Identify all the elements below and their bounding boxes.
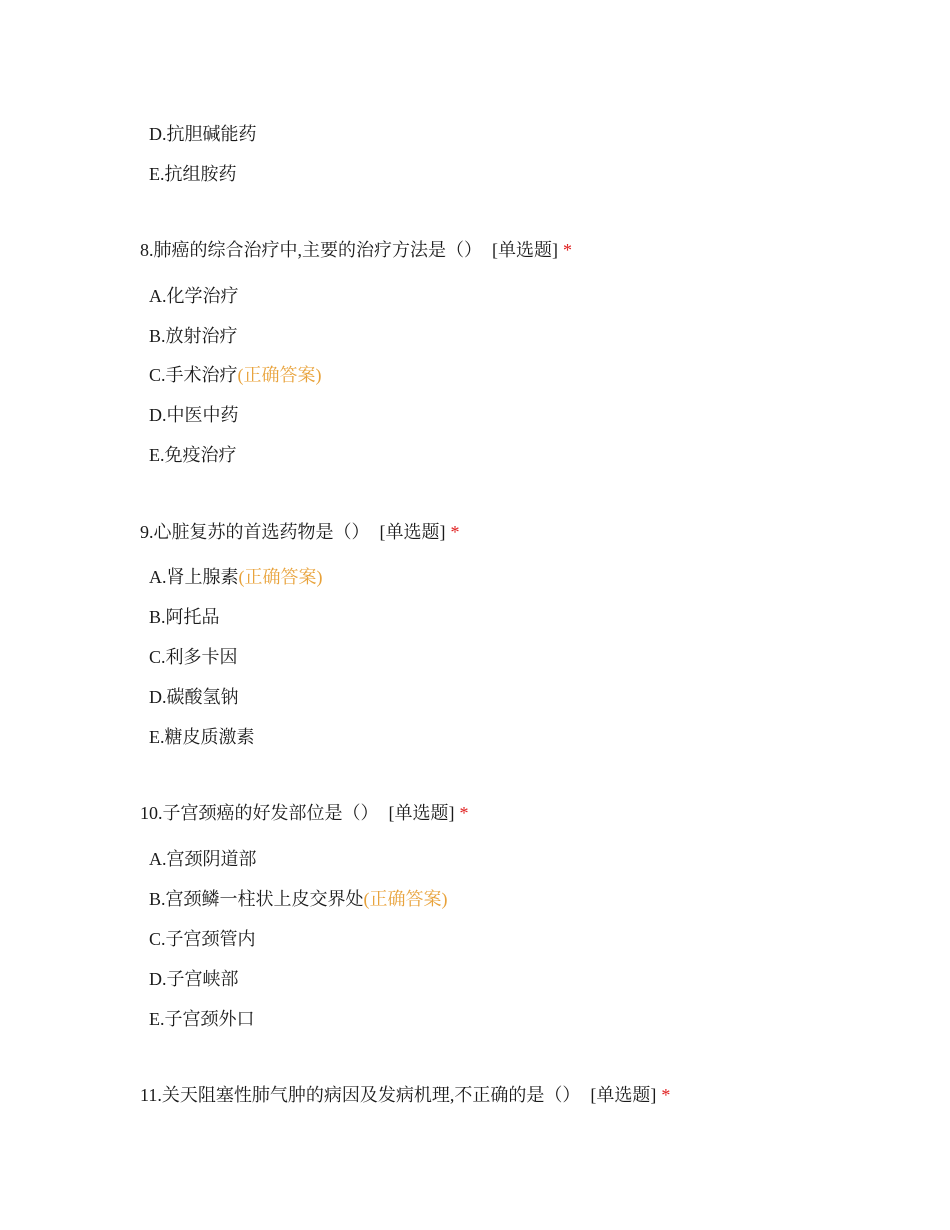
q8-option-e[interactable] xyxy=(149,444,237,466)
correct-answer-tag: (正确答案) xyxy=(363,889,448,909)
q10-option-e[interactable] xyxy=(149,1008,255,1030)
correct-answer-tag: (正确答案) xyxy=(237,365,322,385)
q10-option-a[interactable] xyxy=(149,848,257,870)
q7-option-e[interactable] xyxy=(149,163,237,185)
question-text: 10.子宫颈癌的好发部位是（） xyxy=(140,803,379,823)
required-mark: * xyxy=(563,240,572,260)
option-label: A.肾上腺素 xyxy=(149,567,239,587)
option-label: C.利多卡因 xyxy=(149,647,238,667)
question-type: [单选题] xyxy=(388,803,455,823)
q7-option-d[interactable] xyxy=(149,123,257,145)
q9-option-e[interactable] xyxy=(149,726,255,748)
question-10-title xyxy=(140,802,469,824)
option-label: B.放射治疗 xyxy=(149,326,238,346)
question-11-title xyxy=(140,1084,670,1106)
option-label: A.宫颈阴道部 xyxy=(149,849,257,869)
option-label: D.碳酸氢钠 xyxy=(149,687,239,707)
option-label: E.抗组胺药 xyxy=(149,164,237,184)
correct-answer-tag: (正确答案) xyxy=(238,567,323,587)
option-label: E.免疫治疗 xyxy=(149,445,237,465)
option-label: D.子宫峡部 xyxy=(149,969,239,989)
q8-option-a[interactable] xyxy=(149,285,239,307)
q9-option-d[interactable] xyxy=(149,686,239,708)
option-label: C.手术治疗 xyxy=(149,365,238,385)
q9-option-b[interactable] xyxy=(149,606,220,628)
question-text: 8.肺癌的综合治疗中,主要的治疗方法是（） xyxy=(140,240,482,260)
option-label: D.中医中药 xyxy=(149,405,239,425)
option-label: C.子宫颈管内 xyxy=(149,929,256,949)
question-8-title xyxy=(140,239,572,261)
option-label: D.抗胆碱能药 xyxy=(149,124,257,144)
required-mark: * xyxy=(459,803,469,823)
question-9-title xyxy=(140,521,460,543)
option-label: A.化学治疗 xyxy=(149,286,239,306)
required-mark: * xyxy=(661,1085,671,1105)
option-label: B.宫颈鳞一柱状上皮交界处 xyxy=(149,889,364,909)
q8-option-b[interactable] xyxy=(149,325,238,347)
question-text: 9.心脏复苏的首选药物是（） xyxy=(140,522,370,542)
option-label: E.子宫颈外口 xyxy=(149,1009,255,1029)
required-mark: * xyxy=(450,522,460,542)
question-text: 11.关天阻塞性肺气肿的病因及发病机理,不正确的是（） xyxy=(140,1085,581,1105)
q8-option-d[interactable] xyxy=(149,404,239,426)
question-type: [单选题] xyxy=(590,1085,657,1105)
question-type: [单选题] xyxy=(379,522,446,542)
option-label: B.阿托品 xyxy=(149,607,220,627)
q10-option-d[interactable] xyxy=(149,968,239,990)
q10-option-b[interactable] xyxy=(149,888,448,910)
q9-option-c[interactable] xyxy=(149,646,238,668)
question-type: [单选题] xyxy=(492,240,558,260)
q8-option-c[interactable] xyxy=(149,364,322,386)
q9-option-a[interactable] xyxy=(149,566,323,588)
option-label: E.糖皮质激素 xyxy=(149,727,255,747)
q10-option-c[interactable] xyxy=(149,928,256,950)
